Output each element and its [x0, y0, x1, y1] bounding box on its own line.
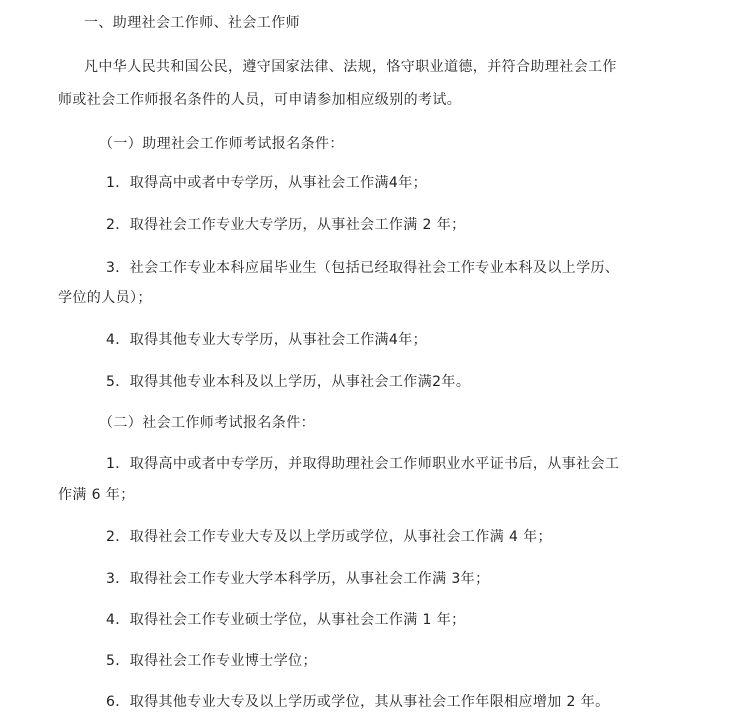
intro-paragraph-line-2: 师或社会工作师报名条件的人员，可申请参加相应级别的考试。 — [58, 92, 462, 108]
list-item-continuation: 作满 6 年； — [58, 487, 135, 503]
list-item: 2．取得社会工作专业大专及以上学历或学位，从事社会工作满 4 年； — [106, 529, 552, 545]
section-heading: 一、助理社会工作师、社会工作师 — [84, 15, 300, 31]
list-item: 3．社会工作专业本科应届毕业生（包括已经取得社会工作专业本科及以上学历、 — [106, 260, 620, 276]
list-item: 4．取得社会工作专业硕士学位，从事社会工作满 1 年； — [106, 612, 466, 628]
list-item: 4．取得其他专业大专学历，从事社会工作满4年； — [106, 332, 428, 348]
list-item: 5．取得其他专业本科及以上学历，从事社会工作满2年。 — [106, 374, 471, 390]
list-item: 2．取得社会工作专业大专学历，从事社会工作满 2 年； — [106, 217, 466, 233]
list-item-continuation: 学位的人员）； — [58, 290, 152, 306]
subsection-title-social-worker: （二）社会工作师考试报名条件： — [99, 415, 315, 431]
list-item: 5．取得社会工作专业博士学位； — [106, 653, 317, 669]
subsection-title-assistant: （一）助理社会工作师考试报名条件： — [99, 136, 344, 152]
list-item: 3．取得社会工作专业大学本科学历，从事社会工作满 3年； — [106, 571, 490, 587]
list-item: 6．取得其他专业大专及以上学历或学位，其从事社会工作年限相应增加 2 年。 — [106, 694, 610, 710]
list-item: 1．取得高中或者中专学历，从事社会工作满4年； — [106, 175, 428, 191]
list-item: 1．取得高中或者中专学历，并取得助理社会工作师职业水平证书后，从事社会工 — [106, 456, 620, 472]
intro-paragraph-line-1: 凡中华人民共和国公民，遵守国家法律、法规，恪守职业道德，并符合助理社会工作 — [84, 59, 617, 75]
